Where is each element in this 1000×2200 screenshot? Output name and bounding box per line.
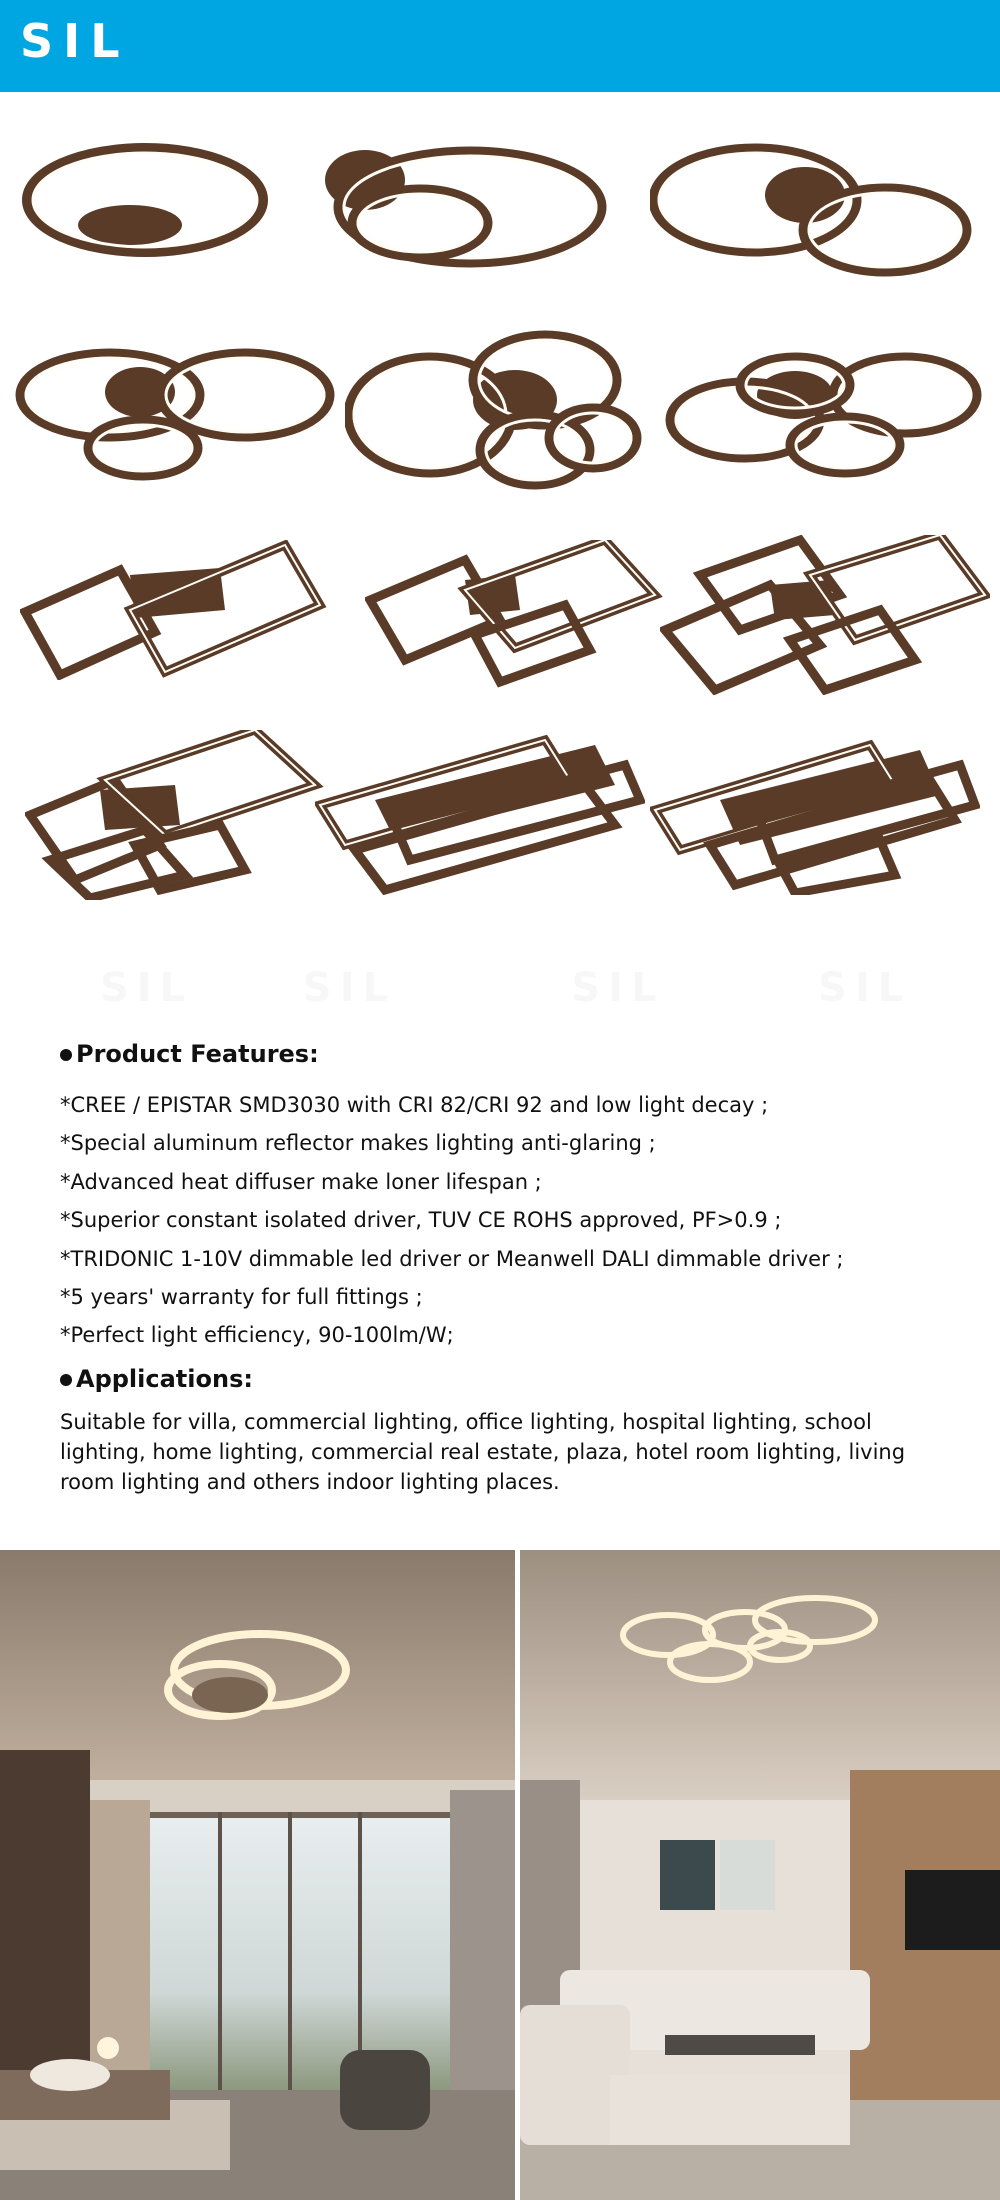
features-section [60, 1040, 960, 1497]
product-image [650, 135, 980, 295]
product-image [25, 730, 325, 900]
features-title: Product Features: [76, 1040, 319, 1068]
feature-item: *Superior constant isolated driver, TUV CE ROHS approved, PF>0.9 ; [60, 1208, 782, 1233]
product-image [315, 725, 645, 895]
feature-item: *Special aluminum reflector makes lighting anti-glaring ; [60, 1131, 656, 1156]
product-grid [0, 120, 1000, 940]
product-image [650, 725, 980, 895]
feature-item: *Advanced heat diffuser make loner lifespan ; [60, 1169, 542, 1194]
feature-item: *CREE / EPISTAR SMD3030 with CRI 82/CRI 92 and low light decay ; [60, 1093, 769, 1117]
feature-item: *TRIDONIC 1-10V dimmable led driver or Meanwell DALI dimmable driver ; [60, 1246, 844, 1271]
product-image [365, 540, 665, 690]
product-image [320, 135, 610, 275]
applications-heading [60, 1365, 960, 1393]
feature-item: *Perfect light efficiency, 90-100lm/W; [60, 1323, 454, 1348]
product-image [20, 135, 280, 275]
product-image [665, 340, 985, 490]
bedroom-photo [0, 1550, 515, 2200]
watermark [100, 965, 911, 1011]
header-bar [0, 0, 1000, 92]
product-image [345, 330, 645, 500]
bullet-icon [60, 1374, 72, 1386]
applications-title: Applications: [76, 1364, 253, 1393]
product-image [660, 535, 990, 695]
features-heading [60, 1040, 960, 1068]
applications-text: Suitable for villa, commercial lighting, office lighting, hospital lighting, school lighting, home lighting, commercial real estate, plaza, hotel room lighting, living room lighting and others indoor lighting places. [60, 1409, 906, 1494]
bullet-icon [60, 1049, 72, 1061]
product-image [20, 540, 330, 680]
product-image [15, 340, 335, 490]
living-room-photo [520, 1550, 1000, 2200]
feature-item: *5 years' warranty for full fittings ; [60, 1285, 423, 1310]
brand-logo: SIL [20, 14, 130, 68]
